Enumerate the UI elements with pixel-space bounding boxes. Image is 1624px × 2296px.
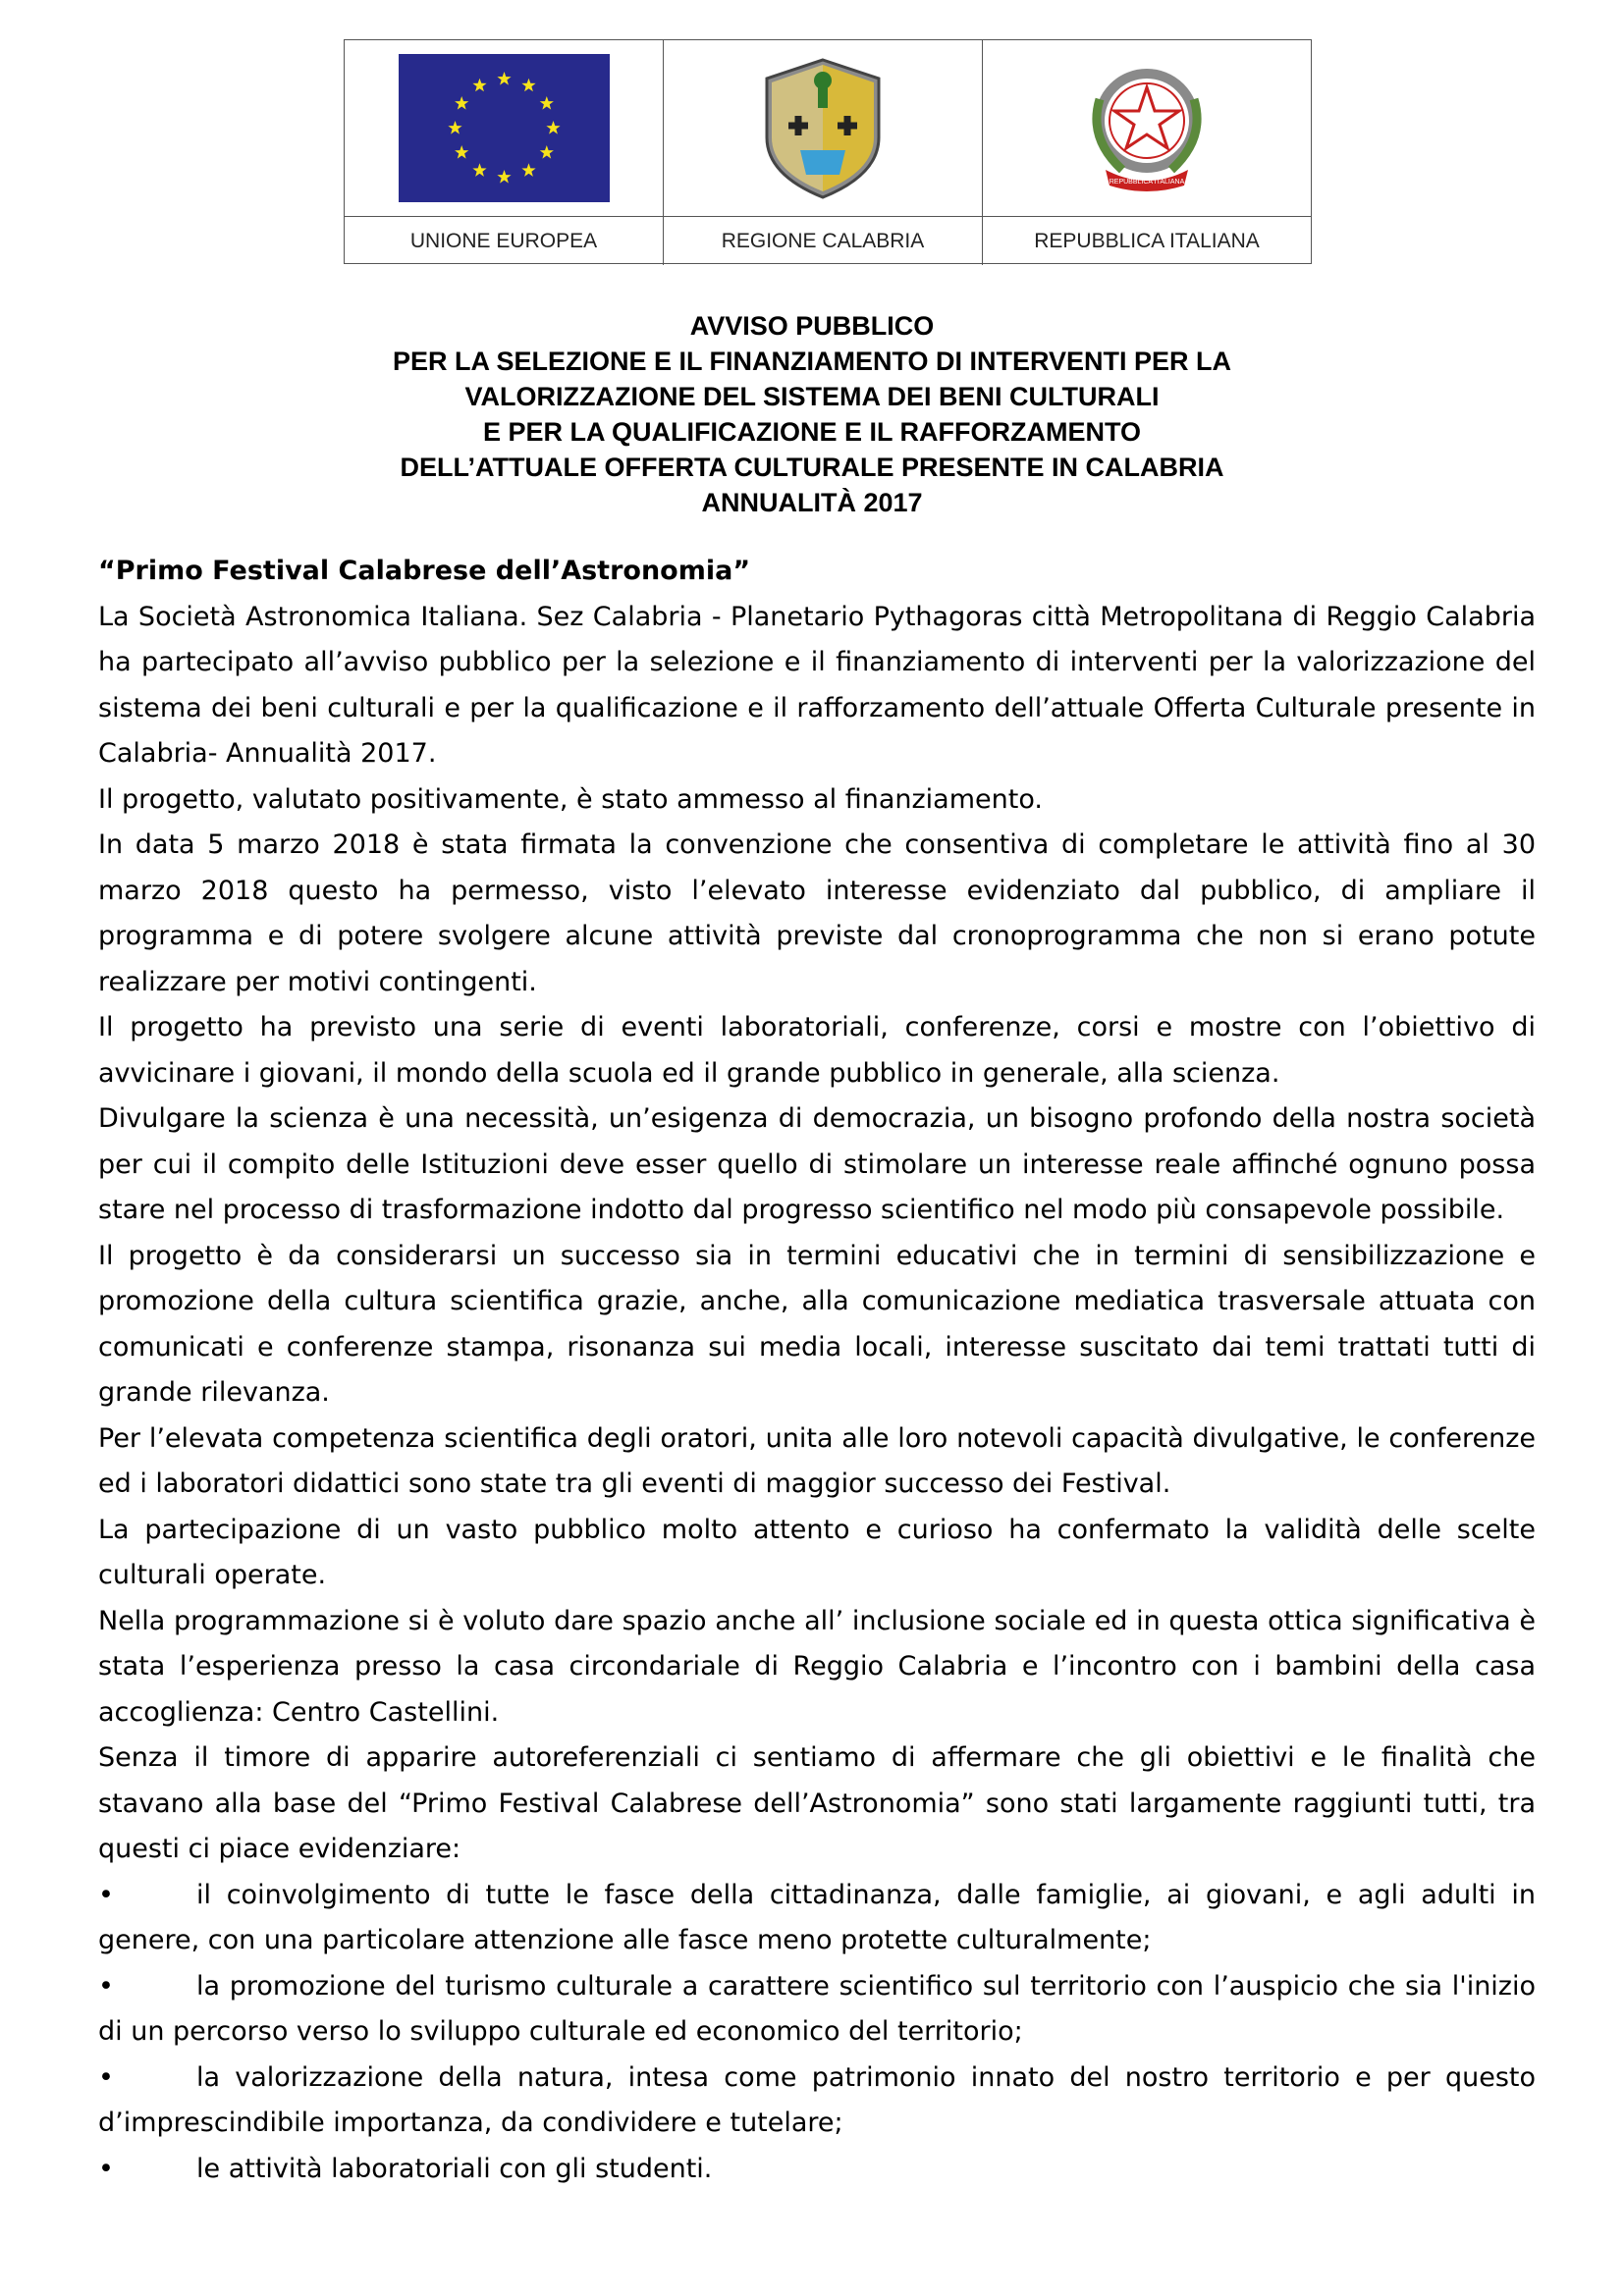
calabria-logo-cell [664, 40, 983, 216]
eu-logo-cell [345, 40, 664, 216]
calabria-caption: REGIONE CALABRIA [664, 216, 983, 265]
heading-line: VALORIZZAZIONE DEL SISTEMA DEI BENI CULTURALI [464, 382, 1160, 411]
paragraph: La partecipazione di un vasto pubblico molto attento e curioso ha confermato la validità delle scelte culturali operate. [98, 1514, 1536, 1590]
bullet-symbol: • [98, 1879, 114, 1910]
bullet-item [98, 1873, 1536, 1964]
heading-line: E PER LA QUALIFICAZIONE E IL RAFFORZAMENTO [482, 417, 1141, 447]
paragraph: Senza il timore di apparire autoreferenziali ci sentiamo di affermare che gli obiettivi e le finalità che stavano alla base del “Primo Festival Calabrese dell’Astronomia” sono stati largamente raggiunti tutti, tra questi ci piace evidenziare: [98, 1742, 1536, 1864]
bullet-text: le attività laboratoriali con gli studenti. [196, 2153, 713, 2184]
italy-caption: REPUBBLICA ITALIANA [983, 216, 1311, 265]
eu-caption: UNIONE EUROPEA [345, 216, 664, 265]
bullet-symbol: • [98, 1970, 114, 2002]
festival-title: “Primo Festival Calabrese dell’Astronomia” [98, 556, 751, 586]
heading-line: PER LA SELEZIONE E IL FINANZIAMENTO DI INTERVENTI PER LA [392, 347, 1232, 376]
paragraph: In data 5 marzo 2018 è stata firmata la convenzione che consentiva di completare le attività fino al 30 marzo 2018 questo ha permesso, visto l’elevato interesse evidenziato dal pubblico, di ampliare il programma e di potere svolgere alcune attività previste dal cronoprogramma che non si erano potute realizzare per motivi contingenti. [98, 829, 1536, 997]
paragraph: La Società Astronomica Italiana. Sez Calabria - Planetario Pythagoras città Metropolitana di Reggio Calabria ha partecipato all’avviso pubblico per la selezione e il finanziamento di interventi per la valorizzazione del sistema dei beni culturali e per la qualificazione e il rafforzamento dell’attuale Offerta Culturale presente in Calabria- Annualità 2017. [98, 601, 1536, 769]
paragraph: Il progetto, valutato positivamente, è stato ammesso al finanziamento. [98, 783, 1043, 815]
bullet-item [98, 2147, 1536, 2193]
paragraph: Per l’elevata competenza scientifica degli oratori, unita alle loro notevoli capacità divulgative, le conferenze ed i laboratori didattici sono state tra gli eventi di maggior successo dei Festival. [98, 1422, 1536, 1499]
paragraph: Nella programmazione si è voluto dare spazio anche all’ inclusione sociale ed in questa ottica significativa è stata l’esperienza presso la casa circondariale di Reggio Calabria e l’incontro con i bambini della casa accoglienza: Centro Castellini. [98, 1605, 1536, 1728]
heading-line: DELL’ATTUALE OFFERTA CULTURALE PRESENTE IN CALABRIA [400, 453, 1224, 482]
heading-line: AVVISO PUBBLICO [689, 311, 935, 341]
document-body [98, 549, 1536, 2192]
paragraph: Il progetto ha previsto una serie di eventi laboratoriali, conferenze, corsi e mostre con l’obiettivo di avvicinare i giovani, il mondo della scuola ed il grande pubblico in generale, alla scienza. [98, 1012, 1536, 1089]
bullet-item [98, 1964, 1536, 2056]
bullet-symbol: • [98, 2061, 114, 2093]
calabria-emblem-icon [759, 57, 887, 200]
document-heading [196, 308, 1428, 520]
eu-flag-icon [399, 54, 610, 202]
bullet-text: il coinvolgimento di tutte le fasce della cittadinanza, dalle famiglie, ai giovani, e agli adulti in genere, con una particolare attenzione alle fasce meno protette culturalmente; [98, 1879, 1536, 1955]
italy-ribbon-text: REPUBBLICA ITALIANA [1109, 178, 1185, 186]
paragraph: Il progetto è da considerarsi un successo sia in termini educativi che in termini di sensibilizzazione e promozione della cultura scientifica grazie, anche, alla comunicazione mediatica trasversale attuata con comunicati e conferenze stampa, risonanza sui media locali, interesse suscitato dai temi trattati tutti di grande rilevanza. [98, 1240, 1536, 1408]
paragraph: Divulgare la scienza è una necessità, un’esigenza di democrazia, un bisogno profondo della nostra società per cui il compito delle Istituzioni deve esser quello di stimolare un interesse reale affinché ognuno possa stare nel processo di trasformazione indotto dal progresso scientifico nel modo più consapevole possibile. [98, 1103, 1536, 1225]
heading-line: ANNUALITÀ 2017 [701, 488, 923, 517]
bullet-text: la promozione del turismo culturale a carattere scientifico sul territorio con l’auspicio che sia l'inizio di un percorso verso lo sviluppo culturale ed economico del territorio; [98, 1970, 1536, 2047]
italy-emblem-icon [1078, 60, 1216, 197]
bullet-item [98, 2056, 1536, 2147]
bullet-text: la valorizzazione della natura, intesa come patrimonio innato del nostro territorio e per questo d’imprescindibile importanza, da condividere e tutelare; [98, 2061, 1536, 2138]
bullet-symbol: • [98, 2153, 114, 2184]
italy-logo-cell [983, 40, 1311, 216]
logo-header-table [344, 39, 1312, 264]
